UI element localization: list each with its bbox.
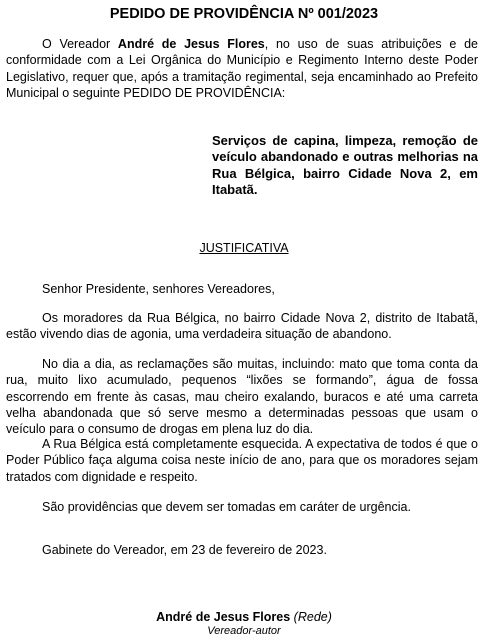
body-paragraph-1: Os moradores da Rua Bélgica, no bairro Cidade Nova 2, distrito de Itabatã, estão vivendo dias de agonia, uma verdadeira situação de abandono. [6,311,478,342]
justification-heading: JUSTIFICATIVA [199,241,289,255]
closing-line: Gabinete do Vereador, em 23 de fevereiro de 2023. [42,543,327,557]
intro-paragraph [6,36,478,101]
signer-role: Vereador-autor [207,625,281,637]
body-paragraph-3: A Rua Bélgica está completamente esquecida. A expectativa de todos é que o Poder Público faça alguma coisa neste início de ano, para que os moradores sejam tratados com dignidade e respeito. [6,437,478,484]
signer-party: (Rede) [293,610,332,624]
author-name: André de Jesus Flores [117,37,265,51]
signature-line [0,610,488,625]
intro-prefix: O Vereador [42,37,118,51]
salutation: Senhor Presidente, senhores Vereadores, [42,282,275,296]
body-paragraph-2: No dia a dia, as reclamações são muitas, incluindo: mato que toma conta da rua, muito lixo acumulado, pequenos “lixões se formando”, água de fossa escorrendo em frente às casas, mau cheiro exalando, buracos e até uma carreta velha abandonada que só serve mesmo a determinadas pessoas que usam o veículo para o consumo de drogas em plena luz do dia. [6,357,478,437]
document-title: PEDIDO DE PROVIDÊNCIA Nº 001/2023 [109,6,379,22]
request-subject: Serviços de capina, limpeza, remoção de veículo abandonado e outras melhorias na Rua Bélgica, bairro Cidade Nova 2, em Itabatã. [212,133,478,198]
intro-suffix: , no uso de suas atribuições e de conformidade com a Lei Orgânica do Município e Regimento Interno deste Poder Legislativo, requer que, após a tramitação regimental, seja encaminhado ao Prefeito Municipal o seguinte PEDIDO DE PROVIDÊNCIA: [6,37,478,100]
signer-name: André de Jesus Flores [156,610,291,624]
body-paragraph-4: São providências que devem ser tomadas em caráter de urgência. [42,500,411,514]
